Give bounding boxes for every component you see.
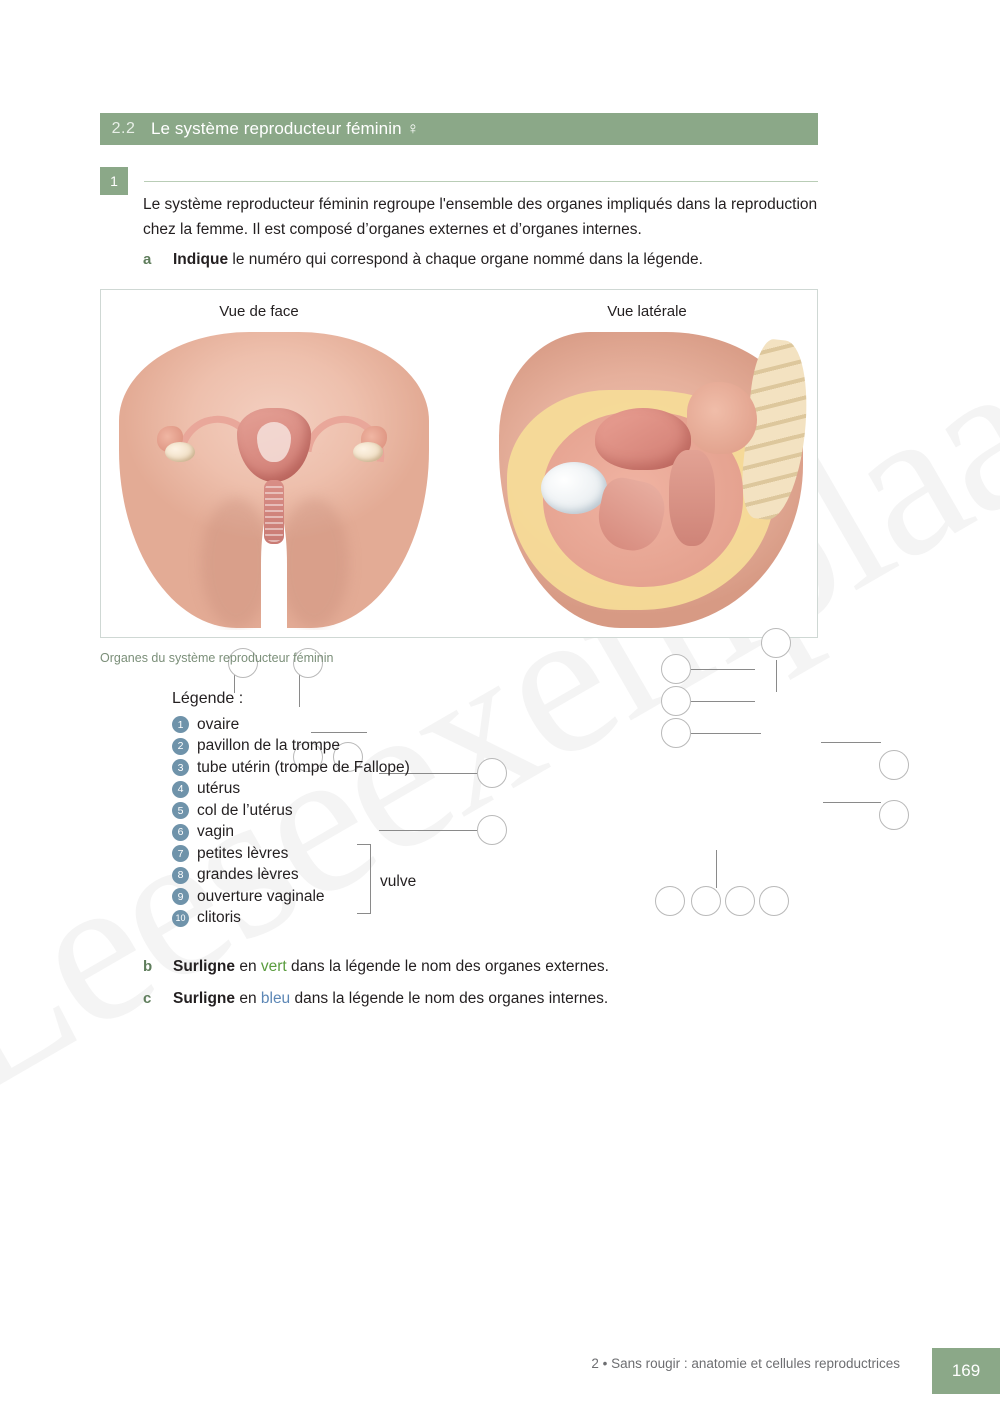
leader-line-side-6 [823,802,881,803]
legend-number-6: 6 [172,824,189,841]
legend-item-1 [172,714,592,736]
vaginal-rugae [265,482,283,542]
callout-side-1[interactable] [661,654,691,684]
legend-number-2: 2 [172,738,189,755]
bladder [541,462,607,514]
exercise-intro-text: Le système reproducteur féminin regroupe l'ensemble des organes impliqués dans la reproduction chez la femme. Il est composé d’organes externes et d’organes internes. [143,196,818,238]
legend-item-5 [172,800,592,822]
page-number-badge: 169 [932,1348,1000,1394]
callout-side-5[interactable] [879,750,909,780]
legend-label-5: col de l’utérus [197,801,293,819]
question-b-verb: Surligne [173,958,236,975]
vulve-grouping-brace [357,844,371,914]
figure-caption: Organes du système reproducteur féminin [100,651,334,665]
legend-item-6 [172,822,592,844]
callout-side-8[interactable] [691,886,721,916]
question-b-text [173,955,609,978]
legend-label-8: grandes lèvres [197,866,299,884]
question-c-after: dans la légende le nom des organes internes. [290,990,609,1007]
question-c-highlight-word: bleu [260,990,291,1007]
legend-number-1: 1 [172,716,189,733]
question-c-text [173,987,608,1010]
chapter-title: Le système reproducteur féminin ♀ [151,119,420,138]
callout-side-10[interactable] [759,886,789,916]
callout-side-6[interactable] [879,800,909,830]
legend-item-2 [172,736,592,758]
leader-line-side-7 [716,850,717,888]
legend-title: Légende : [172,690,244,707]
question-c-before: en [235,990,261,1007]
legend-label-10: clitoris [197,909,241,927]
question-a-rest: le numéro qui correspond à chaque organe nommé dans la légende. [228,251,703,268]
callout-side-2[interactable] [661,686,691,716]
leader-line-side-2 [691,701,755,702]
legend-number-3: 3 [172,759,189,776]
callout-side-7[interactable] [655,886,685,916]
legend-label-6: vagin [197,823,235,841]
legend-number-4: 4 [172,781,189,798]
question-a-letter: a [143,251,152,268]
exercise-number-badge: 1 [100,167,128,195]
intestine-loop [687,382,757,454]
legend-label-1: ovaire [197,715,240,733]
exercise-divider [144,181,818,182]
legend-number-7: 7 [172,845,189,862]
question-a [143,248,703,271]
legend-number-10: 10 [172,910,189,927]
question-b-letter: b [143,958,153,975]
legend-label-7: petites lèvres [197,844,289,862]
legend-item-3 [172,757,592,779]
vulve-group-label: vulve [380,873,417,890]
rectum [669,450,715,546]
chapter-header-band [100,113,818,145]
legend-label-4: utérus [197,780,241,798]
figure-container [100,289,818,638]
legend-label-2: pavillon de la trompe [197,737,341,755]
legend-number-8: 8 [172,867,189,884]
legend-item-7 [172,843,592,865]
side-view-label: Vue latérale [607,303,687,320]
question-b-highlight-word: vert [260,958,287,975]
question-b-before: en [235,958,261,975]
chapter-number: 2.2 [111,120,136,137]
legend-label-3: tube utérin (trompe de Fallope) [197,758,410,776]
question-b [143,955,609,978]
legend-block [172,690,592,929]
question-c-verb: Surligne [173,990,236,1007]
legend-number-9: 9 [172,888,189,905]
question-a-verb: Indique [173,251,229,268]
legend-item-10 [172,908,592,930]
footer-chapter-text: 2 • Sans rougir : anatomie et cellules reproductrices [591,1356,900,1371]
front-view-label: Vue de face [219,303,299,320]
leader-line-side-3 [691,733,761,734]
question-c-letter: c [143,990,152,1007]
front-right-leg-shading [279,498,349,628]
leader-line-side-1 [691,669,755,670]
callout-side-9[interactable] [725,886,755,916]
legend-label-9: ouverture vaginale [197,887,325,905]
question-c [143,987,608,1010]
left-ovary [165,442,195,462]
question-b-after: dans la légende le nom des organes externes. [286,958,609,975]
question-a-text [173,248,703,271]
legend-number-5: 5 [172,802,189,819]
callout-side-3[interactable] [661,718,691,748]
front-view-illustration [109,330,439,630]
leader-line-side-4 [776,660,777,692]
legend-item-4 [172,779,592,801]
leader-line-side-5 [821,742,881,743]
right-ovary [353,442,383,462]
callout-side-4[interactable] [761,628,791,658]
side-view-illustration [491,330,811,630]
